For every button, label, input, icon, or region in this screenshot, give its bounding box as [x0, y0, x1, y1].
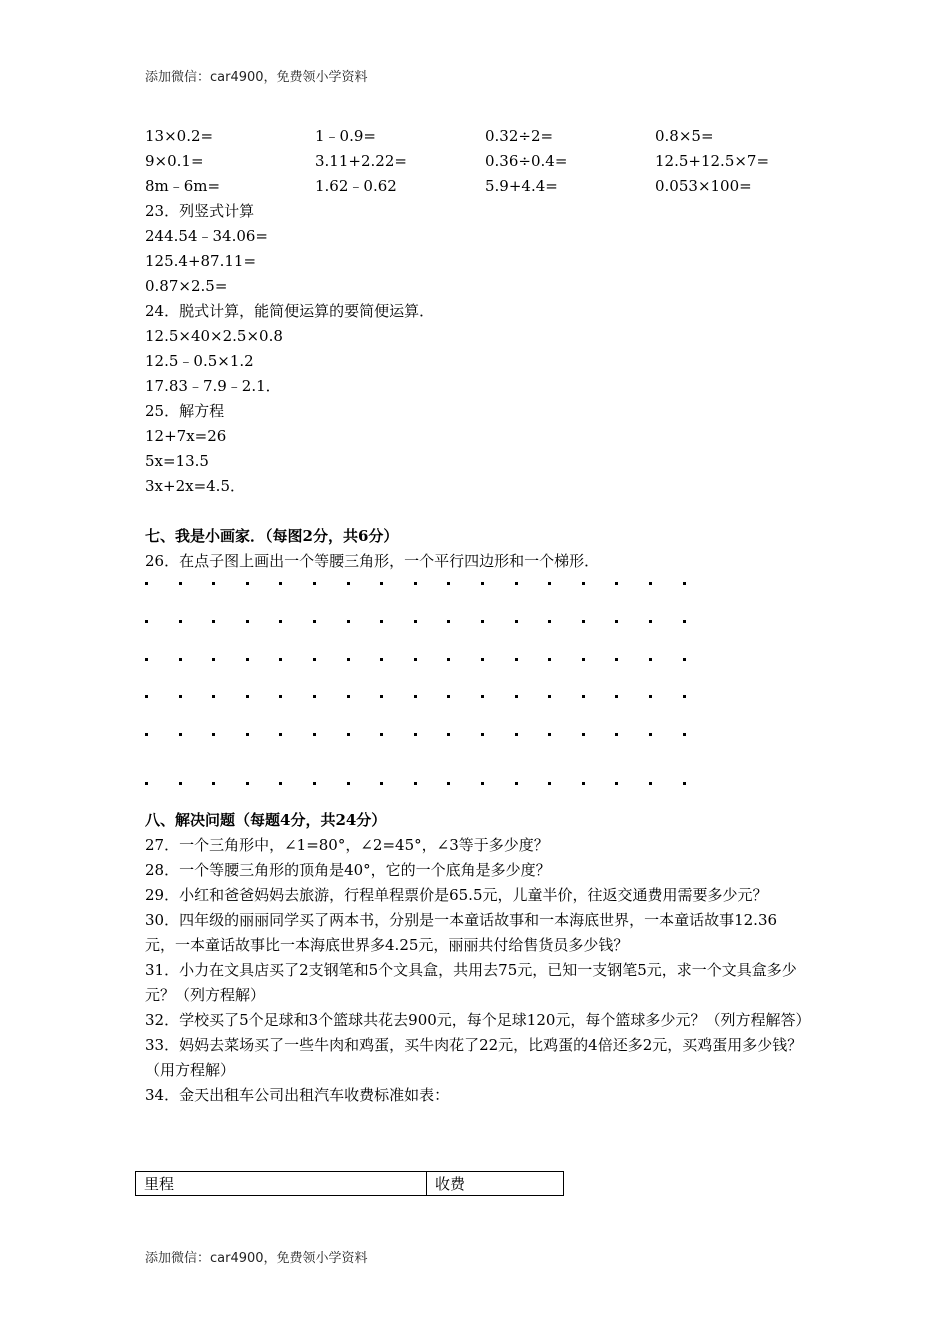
table-header-cell: 里程 [136, 1172, 427, 1196]
grid-dot [548, 620, 551, 623]
question-item: 29．小红和爸爸妈妈去旅游，行程单程票价是65.5元，儿童半价，往返交通费用需要多少元？ [145, 886, 768, 904]
q25-item: 3x+2x=4.5． [145, 477, 245, 495]
grid-dot [447, 782, 450, 785]
grid-dot [246, 733, 249, 736]
grid-dot [548, 733, 551, 736]
grid-dot [145, 695, 148, 698]
grid-dot [414, 782, 417, 785]
grid-dot [212, 658, 215, 661]
grid-dot [347, 695, 350, 698]
grid-dot [279, 695, 282, 698]
grid-dot [347, 782, 350, 785]
grid-dot [447, 582, 450, 585]
grid-dot [347, 733, 350, 736]
grid-dot [347, 620, 350, 623]
grid-dot [414, 620, 417, 623]
question-item: 28．一个等腰三角形的顶角是40°，它的一个底角是多少度？ [145, 861, 551, 879]
grid-dot [649, 782, 652, 785]
grid-dot [179, 695, 182, 698]
grid-dot [279, 733, 282, 736]
grid-dot [447, 658, 450, 661]
grid-dot [515, 582, 518, 585]
grid-dot [179, 582, 182, 585]
grid-dot [246, 782, 249, 785]
table-row [136, 1172, 564, 1196]
grid-dot [347, 582, 350, 585]
calc-item: 5.9+4.4= [485, 177, 558, 195]
grid-dot [313, 782, 316, 785]
grid-dot [313, 658, 316, 661]
grid-dot [212, 582, 215, 585]
grid-dot [582, 582, 585, 585]
grid-dot [279, 782, 282, 785]
grid-dot [649, 582, 652, 585]
grid-dot [582, 733, 585, 736]
grid-dot [548, 582, 551, 585]
grid-dot [414, 733, 417, 736]
calc-item: 3.11+2.22= [315, 152, 407, 170]
grid-dot [145, 782, 148, 785]
oral-calc-row [145, 174, 805, 199]
grid-dot [649, 658, 652, 661]
page-header: 添加微信：car4900，免费领小学资料 [145, 70, 368, 85]
page-footer: 添加微信：car4900，免费领小学资料 [145, 1251, 368, 1266]
grid-dot [582, 782, 585, 785]
grid-dot [212, 620, 215, 623]
question-item: 33．妈妈去菜场买了一些牛肉和鸡蛋，买牛肉花了22元，比鸡蛋的4倍还多2元，买鸡蛋用多少钱？（用方程解） [145, 1036, 803, 1079]
question-item: 30．四年级的丽丽同学买了两本书，分别是一本童话故事和一本海底世界，一本童话故事12.36元，一本童话故事比一本海底世界多4.25元，丽丽共付给售货员多少钱？ [145, 911, 778, 954]
document-body [145, 124, 811, 1108]
q23-item: 0.87×2.5= [145, 277, 228, 295]
q25-item: 5x=13.5 [145, 452, 209, 470]
grid-dot [347, 658, 350, 661]
grid-dot [145, 733, 148, 736]
q23-item: 244.54﹣34.06= [145, 227, 268, 245]
calc-item: 0.36÷0.4= [485, 152, 568, 170]
grid-dot [145, 658, 148, 661]
calc-item: 13×0.2= [145, 127, 214, 145]
calc-item: 0.32÷2= [485, 127, 554, 145]
grid-dot [313, 620, 316, 623]
grid-dot [481, 582, 484, 585]
q25-title: 25．解方程 [145, 402, 225, 420]
question-item: 34．金天出租车公司出租汽车收费标准如表： [145, 1086, 450, 1104]
grid-dot [414, 658, 417, 661]
grid-dot [212, 733, 215, 736]
grid-dot [481, 658, 484, 661]
question-item: 27．一个三角形中，∠1=80°，∠2=45°，∠3等于多少度？ [145, 836, 549, 854]
grid-dot [447, 695, 450, 698]
grid-dot [649, 733, 652, 736]
q26-text: 26．在点子图上画出一个等腰三角形，一个平行四边形和一个梯形． [145, 552, 600, 570]
grid-dot [414, 582, 417, 585]
grid-dot [582, 620, 585, 623]
grid-dot [615, 695, 618, 698]
q24-item: 17.83﹣7.9﹣2.1． [145, 377, 281, 395]
grid-dot [683, 658, 686, 661]
grid-dot [212, 782, 215, 785]
grid-dot [246, 695, 249, 698]
q24-item: 12.5﹣0.5×1.2 [145, 352, 254, 370]
calc-item: 1.62﹣0.62 [315, 177, 397, 195]
q23-item: 125.4+87.11= [145, 252, 257, 270]
grid-dot [380, 782, 383, 785]
grid-dot [246, 582, 249, 585]
grid-dot [313, 582, 316, 585]
grid-dot [380, 658, 383, 661]
grid-dot [683, 733, 686, 736]
grid-dot [145, 620, 148, 623]
grid-dot [582, 695, 585, 698]
grid-dot [515, 620, 518, 623]
calc-item: 0.8×5= [655, 127, 714, 145]
grid-dot [615, 782, 618, 785]
calc-item: 12.5+12.5×7= [655, 152, 770, 170]
grid-dot [582, 658, 585, 661]
grid-dot [279, 582, 282, 585]
grid-dot [179, 733, 182, 736]
grid-dot [380, 582, 383, 585]
grid-dot [481, 782, 484, 785]
section8-heading: 八、解决问题（每题4分，共24分） [145, 811, 387, 829]
q23-title: 23．列竖式计算 [145, 202, 255, 220]
grid-dot [481, 733, 484, 736]
grid-dot [279, 620, 282, 623]
q24-item: 12.5×40×2.5×0.8 [145, 327, 283, 345]
grid-dot [246, 658, 249, 661]
grid-dot [313, 695, 316, 698]
fee-table [135, 1171, 564, 1196]
grid-dot [380, 620, 383, 623]
grid-dot [683, 782, 686, 785]
grid-dot [515, 658, 518, 661]
grid-dot [515, 733, 518, 736]
section7-heading: 七、我是小画家．（每图2分，共6分） [145, 527, 399, 545]
grid-dot [515, 782, 518, 785]
grid-dot [447, 733, 450, 736]
grid-dot [615, 658, 618, 661]
grid-dot [683, 695, 686, 698]
grid-dot [548, 658, 551, 661]
grid-dot [649, 695, 652, 698]
grid-dot [615, 620, 618, 623]
question-item: 32．学校买了5个足球和3个篮球共花去900元，每个足球120元，每个篮球多少元？（列方程解答） [145, 1011, 811, 1029]
calc-item: 1﹣0.9= [315, 127, 376, 145]
grid-dot [683, 620, 686, 623]
q25-item: 12+7x=26 [145, 427, 227, 445]
oral-calc-row [145, 149, 805, 174]
calc-item: 9×0.1= [145, 152, 204, 170]
table-header-cell: 收费 [427, 1172, 564, 1196]
grid-dot [548, 782, 551, 785]
oral-calc-row [145, 124, 805, 149]
grid-dot [179, 658, 182, 661]
q24-title: 24．脱式计算，能简便运算的要简便运算． [145, 302, 435, 320]
calc-item: 8m﹣6m= [145, 177, 221, 195]
grid-dot [481, 695, 484, 698]
question-item: 31．小力在文具店买了2支钢笔和5个文具盒，共用去75元，已知一支钢笔5元，求一个文具盒多少元？（列方程解） [145, 961, 797, 1004]
grid-dot [548, 695, 551, 698]
grid-dot [649, 620, 652, 623]
grid-dot [447, 620, 450, 623]
calc-item: 0.053×100= [655, 177, 752, 195]
grid-dot [313, 733, 316, 736]
grid-dot [179, 620, 182, 623]
grid-dot [179, 782, 182, 785]
grid-dot [683, 582, 686, 585]
dot-grid[interactable] [145, 576, 705, 786]
grid-dot [414, 695, 417, 698]
grid-dot [145, 582, 148, 585]
grid-dot [380, 695, 383, 698]
grid-dot [615, 733, 618, 736]
grid-dot [380, 733, 383, 736]
grid-dot [279, 658, 282, 661]
grid-dot [481, 620, 484, 623]
grid-dot [212, 695, 215, 698]
grid-dot [515, 695, 518, 698]
grid-dot [246, 620, 249, 623]
grid-dot [615, 582, 618, 585]
